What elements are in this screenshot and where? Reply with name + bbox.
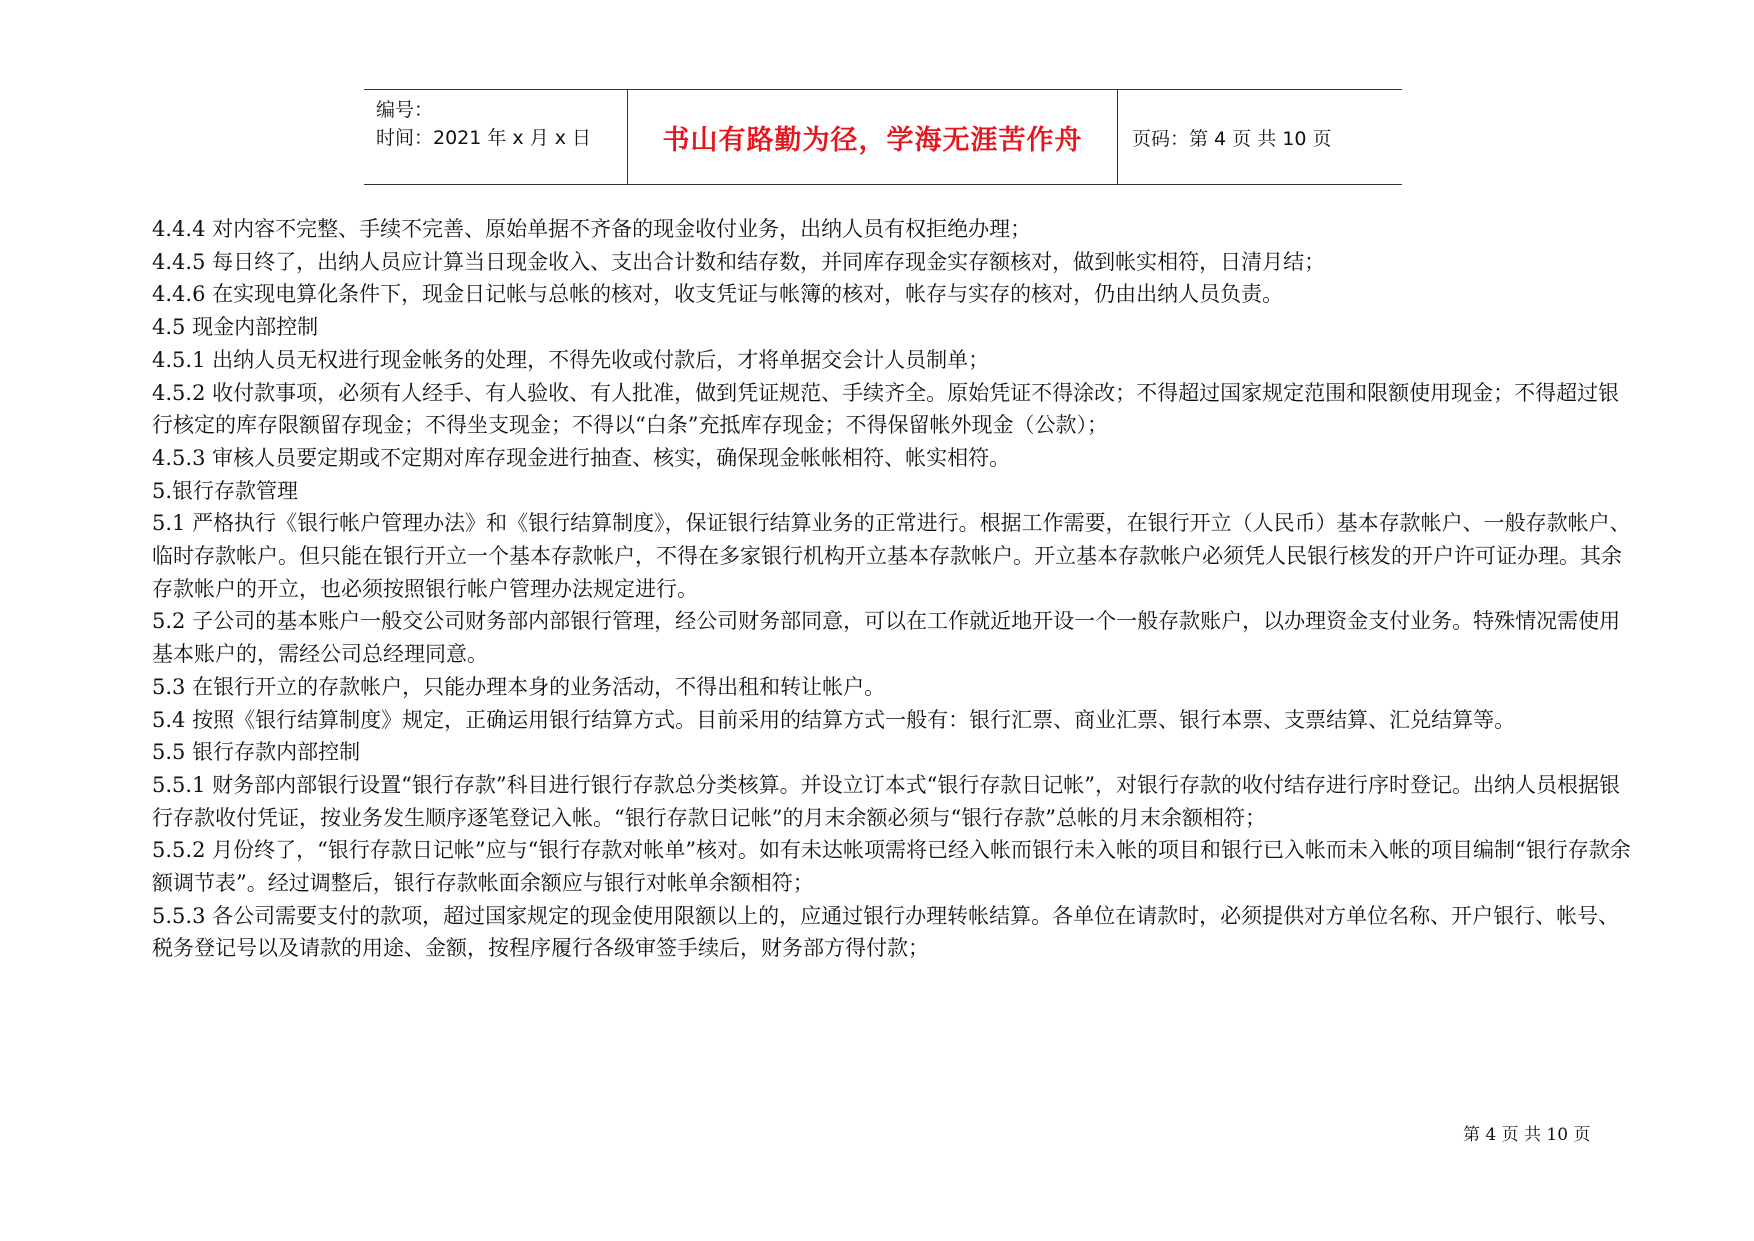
- paragraph: 5.2 子公司的基本账户一般交公司财务部内部银行管理，经公司财务部同意，可以在工作就近地开设一个一般存款账户，以办理资金支付业务。特殊情况需使用基本账户的，需经公司总经理同意。: [152, 609, 1621, 667]
- page-header: [364, 89, 1402, 185]
- paragraph: 5.5.2 月份终了，“银行存款日记帐”应与“银行存款对帐单”核对。如有未达帐项需将已经入帐而银行未入帐的项目和银行已入帐而未入帐的项目编制“银行存款余额调节表”。经过调整后，银行存款帐面余额应与银行对帐单余额相符；: [152, 838, 1631, 896]
- paragraph: 4.4.5 每日终了，出纳人员应计算当日现金收入、支出合计数和结存数，并同库存现金实存额核对，做到帐实相符，日清月结；: [152, 249, 1326, 274]
- paragraph: 5.3 在银行开立的存款帐户，只能办理本身的业务活动，不得出租和转让帐户。: [152, 674, 886, 699]
- paragraph: 4.5.3 审核人员要定期或不定期对库存现金进行抽查、核实，确保现金帐帐相符、帐实相符。: [152, 445, 1011, 470]
- paragraph: 4.4.4 对内容不完整、手续不完善、原始单据不齐备的现金收付业务，出纳人员有权拒绝办理；: [152, 217, 1032, 241]
- document-number-label: 编号：: [376, 99, 434, 121]
- paragraph: 5.5.3 各公司需要支付的款项，超过国家规定的现金使用限额以上的，应通过银行办理转帐结算。各单位在请款时，必须提供对方单位名称、开户银行、帐号、税务登记号以及请款的用途、金额，按程序履行各级审签手续后，财务部方得付款；: [152, 903, 1620, 961]
- paragraph: 5.5.1 财务部内部银行设置“银行存款”科目进行银行存款总分类核算。并设立订本式“银行存款日记帐”，对银行存款的收付结存进行序时登记。出纳人员根据银行存款收付凭证，按业务发生顺序逐笔登记入帐。“银行存款日记帐”的月末余额必须与“银行存款”总帐的月末余额相符；: [152, 772, 1621, 830]
- paragraph: 4.5.1 出纳人员无权进行现金帐务的处理，不得先收或付款后，才将单据交会计人员制单；: [152, 347, 990, 372]
- section-heading: 5.5 银行存款内部控制: [152, 740, 361, 765]
- header-meta: [364, 90, 628, 184]
- page-footer: 第 4 页 共 10 页: [1463, 1125, 1591, 1145]
- header-page-number: 页码：第 4 页 共 10 页: [1132, 127, 1332, 150]
- document-body: [152, 213, 1632, 965]
- paragraph: 4.4.6 在实现电算化条件下，现金日记帐与总帐的核对，收支凭证与帐簿的核对，帐存与实存的核对，仍由出纳人员负责。: [152, 282, 1284, 307]
- document-date: 时间：2021 年 x 月 x 日: [376, 127, 592, 149]
- section-heading: 5.银行存款管理: [152, 478, 299, 503]
- paragraph: 5.1 严格执行《银行帐户管理办法》和《银行结算制度》，保证银行结算业务的正常进行。根据工作需要，在银行开立（人民币）基本存款帐户、一般存款帐户、临时存款帐户。但只能在银行开立一个基本存款帐户，不得在多家银行机构开立基本存款帐户。开立基本存款帐户必须凭人民银行核发的开户许可证办理。其余存款帐户的开立，也必须按照银行帐户管理办法规定进行。: [152, 511, 1631, 601]
- paragraph: 4.5.2 收付款事项，必须有人经手、有人验收、有人批准，做到凭证规范、手续齐全。原始凭证不得涂改；不得超过国家规定范围和限额使用现金；不得超过银行核定的库存限额留存现金；不得坐支现金；不得以“白条”充抵库存现金；不得保留帐外现金（公款）；: [152, 380, 1620, 438]
- section-heading: 4.5 现金内部控制: [152, 315, 319, 340]
- paragraph: 5.4 按照《银行结算制度》规定，正确运用银行结算方式。目前采用的结算方式一般有：银行汇票、商业汇票、银行本票、支票结算、汇兑结算等。: [152, 707, 1516, 732]
- header-motto: 书山有路勤为径，学海无涯苦作舟: [628, 90, 1118, 184]
